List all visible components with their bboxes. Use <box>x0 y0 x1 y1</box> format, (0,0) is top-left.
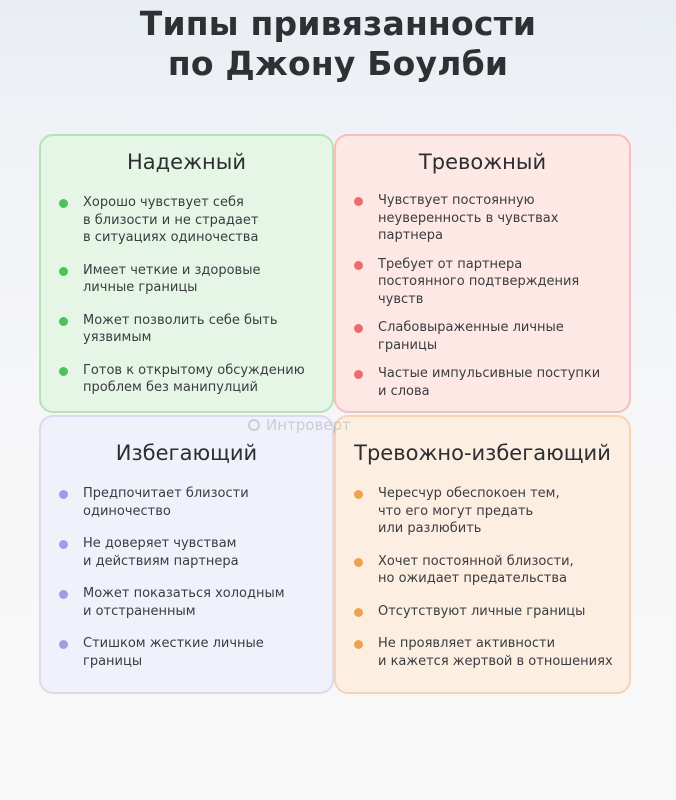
list-item: Может позволить себе быть уязвимым <box>41 312 332 347</box>
fearful-list <box>336 485 629 670</box>
list-item: Не проявляет активности и кажется жертвой в отношениях <box>336 635 629 670</box>
card-title-fearful-avoidant: Тревожно-избегающий <box>354 441 611 465</box>
card-anxious <box>334 134 631 413</box>
list-item: Чересчур обеспокоен тем, что его могут предать или разлюбить <box>336 485 629 538</box>
card-title-anxious: Тревожный <box>418 150 547 174</box>
bullet-dot-icon <box>59 199 68 208</box>
list-item: Отсутствуют личные границы <box>336 603 629 621</box>
bullet-dot-icon <box>354 197 363 206</box>
list-item: Предпочитает близости одиночество <box>41 485 332 520</box>
card-fearful-avoidant <box>334 415 631 694</box>
bullet-dot-icon <box>59 590 68 599</box>
watermark: Интроверт <box>248 416 351 434</box>
bullet-dot-icon <box>354 558 363 567</box>
bullet-dot-icon <box>59 317 68 326</box>
page-title <box>0 0 676 120</box>
list-item: Частые импульсивные поступки и слова <box>336 365 629 400</box>
card-secure <box>39 134 334 413</box>
bullet-dot-icon <box>59 367 68 376</box>
card-avoidant <box>39 415 334 694</box>
bullet-dot-icon <box>59 490 68 499</box>
list-item: Может показаться холодным и отстраненным <box>41 585 332 620</box>
list-item: Требует от партнера постоянного подтверждения чувств <box>336 256 629 309</box>
avoidant-list <box>41 485 332 670</box>
list-item: Хочет постоянной близости, но ожидает предательства <box>336 553 629 588</box>
list-item: Имеет четкие и здоровые личные границы <box>41 262 332 297</box>
bullet-dot-icon <box>59 540 68 549</box>
list-item: Стишком жесткие личные границы <box>41 635 332 670</box>
title-line-1: Типы привязанности <box>139 4 537 43</box>
bullet-dot-icon <box>59 640 68 649</box>
card-title-avoidant: Избегающий <box>115 441 258 465</box>
bullet-dot-icon <box>354 370 363 379</box>
title-line-2: по Джону Боулби <box>167 44 509 83</box>
anxious-list <box>336 192 629 400</box>
list-item: Хорошо чувствует себя в близости и не страдает в ситуациях одиночества <box>41 194 332 247</box>
list-item: Готов к открытому обсуждению проблем без манипулций <box>41 362 332 397</box>
bullet-dot-icon <box>354 490 363 499</box>
bullet-dot-icon <box>354 640 363 649</box>
bullet-dot-icon <box>59 267 68 276</box>
card-title-secure: Надежный <box>127 150 246 174</box>
bullet-dot-icon <box>354 324 363 333</box>
bullet-dot-icon <box>354 608 363 617</box>
list-item: Не доверяет чувствам и действиям партнера <box>41 535 332 570</box>
watermark-logo-icon <box>248 419 260 431</box>
secure-list <box>41 194 332 397</box>
list-item: Чувствует постоянную неуверенность в чувствах партнера <box>336 192 629 245</box>
bullet-dot-icon <box>354 261 363 270</box>
list-item: Слабовыраженные личные границы <box>336 319 629 354</box>
